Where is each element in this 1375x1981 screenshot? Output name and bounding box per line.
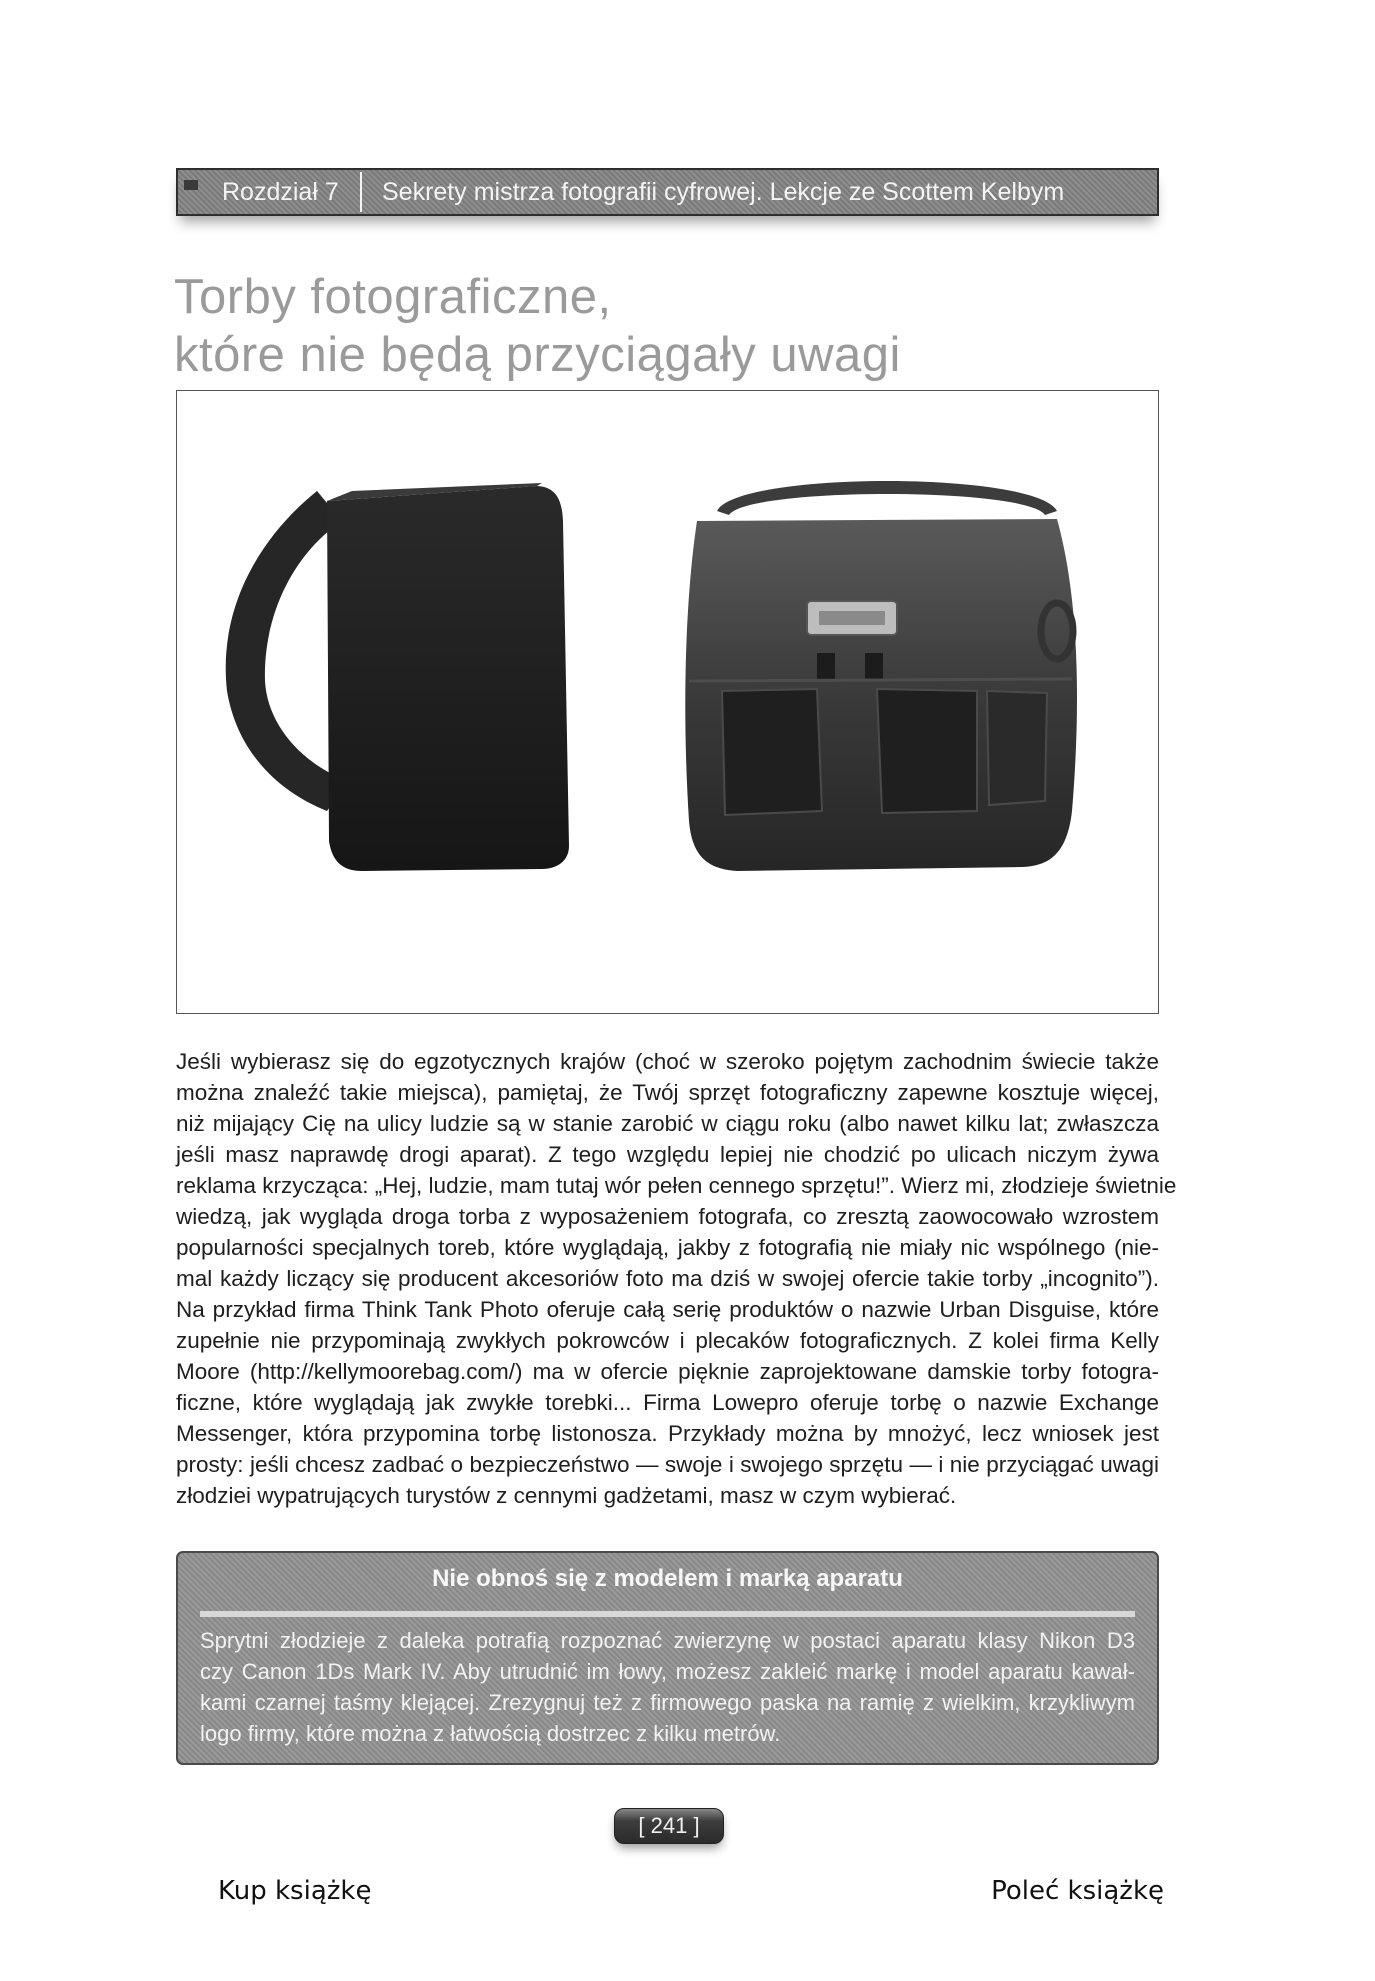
recommend-book-link[interactable]: Poleć książkę — [991, 1876, 1164, 1906]
tip-line-3: kami czarnej taśmy klejącej. Zrezygnuj też z firmowego paska na ramię z wielkim, krzykliwym — [200, 1690, 1135, 1715]
body-line-15: złodziei wypatrujących turystów z cennymi gadżetami, masz w czym wybierać. — [176, 1483, 957, 1508]
tip-line-4: logo firmy, które można z łatwością dostrzec z kilku metrów. — [200, 1721, 781, 1746]
chapter-marker-icon — [184, 180, 198, 190]
body-line-3: niż mijający Cię na ulicy ludzie są w stanie zarobić w ciągu roku (albo nawet kilku lat; zwłaszcza — [176, 1111, 1159, 1136]
body-line-4: jeśli masz naprawdę drogi aparat). Z tego względu lepiej nie chodzić po ulicach niczym żywa — [176, 1142, 1159, 1167]
tip-divider — [200, 1611, 1135, 1617]
page-number: [ 241 ] — [614, 1808, 724, 1844]
tip-line-2: czy Canon 1Ds Mark IV. Aby utrudnić im łowy, możesz zakleić markę i model aparatu kawał- — [200, 1659, 1135, 1684]
chapter-header-bar — [176, 168, 1159, 216]
camera-bags-illustration — [177, 391, 1157, 1012]
page-title — [174, 268, 901, 384]
body-line-9: Na przykład firma Think Tank Photo oferuje całą serię produktów o nazwie Urban Disguise, które — [176, 1297, 1159, 1322]
body-line-14: prosty: jeśli chcesz zadbać o bezpieczeństwo — swoje i swojego sprzętu — i nie przyciągać uwagi — [176, 1452, 1159, 1477]
tip-box — [176, 1551, 1159, 1765]
page-title-line-1: Torby fotograficzne, — [174, 270, 612, 324]
article-body — [176, 1046, 1177, 1511]
body-line-7: popularności specjalnych toreb, które wyglądają, jakby z fotografią nie miały nic wspólnego (nie- — [176, 1235, 1159, 1260]
page-title-line-2: które nie będą przyciągały uwagi — [174, 328, 901, 382]
body-line-2: można znaleźć takie miejsca), pamiętaj, że Twój sprzęt fotograficzny zapewne kosztuje więcej, — [176, 1080, 1159, 1105]
body-line-5: reklama krzycząca: „Hej, ludzie, mam tutaj wór pełen cennego sprzętu!”. Wierz mi, złodzieje świetnie — [176, 1173, 1177, 1198]
body-line-6: wiedzą, jak wygląda droga torba z wyposażeniem fotografa, co zresztą zaowocowało wzrostem — [176, 1204, 1159, 1229]
body-line-10: zupełnie nie przypominają zwykłych pokrowców i plecaków fotograficznych. Z kolei firma Kelly — [176, 1328, 1159, 1353]
body-line-11: Moore (http://kellymoorebag.com/) ma w ofercie pięknie zaprojektowane damskie torby fotogra- — [176, 1359, 1159, 1384]
body-line-8: mal każdy liczący się producent akcesoriów foto ma dziś w swojej ofercie takie torby „incognito”). — [176, 1266, 1159, 1291]
body-line-13: Messenger, która przypomina torbę listonosza. Przykłady można by mnożyć, lecz wniosek jest — [176, 1421, 1159, 1446]
body-line-12: ficzne, które wyglądają jak zwykłe torebki... Firma Lowepro oferuje torbę o nazwie Exchange — [176, 1390, 1159, 1415]
tip-line-1: Sprytni złodzieje z daleka potrafią rozpoznać zwierzynę w postaci aparatu klasy Nikon D3 — [200, 1628, 1135, 1653]
bags-photo — [176, 390, 1159, 1014]
tip-title: Nie obnoś się z modelem i marką aparatu — [432, 1565, 903, 1592]
body-line-1: Jeśli wybierasz się do egzotycznych krajów (choć w szeroko pojętym zachodnim świecie także — [176, 1049, 1159, 1074]
chapter-number: Rozdział 7 — [222, 178, 339, 206]
header-divider — [360, 172, 362, 212]
buy-book-link[interactable]: Kup książkę — [218, 1876, 372, 1906]
tip-text — [200, 1625, 1135, 1749]
book-title: Sekrety mistrza fotografii cyfrowej. Lekcje ze Scottem Kelbym — [382, 178, 1065, 206]
